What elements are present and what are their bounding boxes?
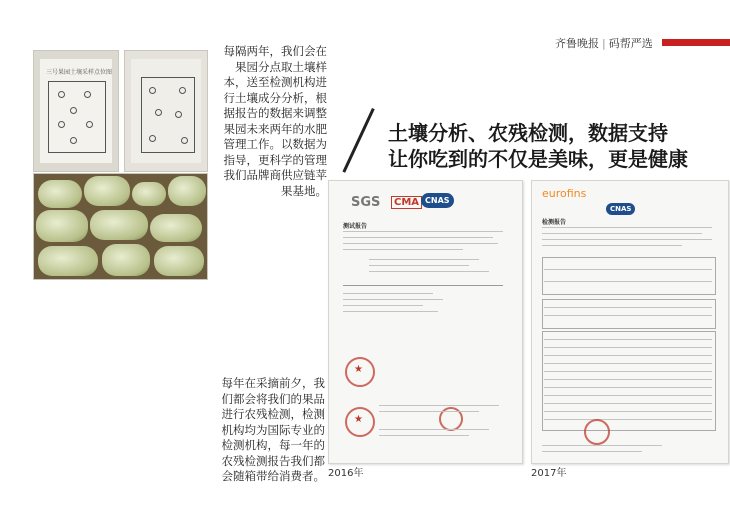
report-info-table bbox=[542, 257, 716, 295]
test-report-2017 bbox=[531, 180, 729, 464]
soil-sampling-paragraph: 每隔两年，我们会在果园分点取土壤样本，送至检测机构进行土壤成分分析，根据报告的数据来调整果园未来两年的水肥管理工作。以数据为指导，更科学的管理我们品牌商供应链苹果基地。 bbox=[223, 44, 327, 198]
sampling-sheet-title: 三号果园土壤采样点位图 bbox=[46, 69, 113, 76]
headline-line-1: 土壤分析、农残检测，数据支持 bbox=[388, 121, 668, 145]
sampling-sheet-photo bbox=[33, 50, 119, 172]
stamp-star-icon: ★ bbox=[354, 364, 363, 375]
cnas-logo: CNAS bbox=[421, 193, 454, 208]
section-name: 码帮严选 bbox=[608, 37, 653, 50]
residue-results-table bbox=[542, 331, 716, 431]
brand-header bbox=[555, 35, 653, 51]
report-year-2017: 2017年 bbox=[531, 468, 567, 479]
report-heading: 检测报告 bbox=[542, 219, 567, 226]
official-stamp bbox=[584, 419, 610, 445]
test-report-2016 bbox=[328, 180, 523, 464]
report-heading: 测试报告 bbox=[343, 223, 368, 230]
plot-outline bbox=[48, 81, 106, 153]
report-year-2016: 2016年 bbox=[328, 468, 364, 479]
publication-name: 齐鲁晚报 bbox=[555, 37, 599, 50]
sampling-map-photo bbox=[124, 50, 208, 172]
eurofins-logo: eurofins bbox=[542, 187, 587, 200]
brand-accent-bar bbox=[662, 39, 730, 46]
headline bbox=[388, 120, 688, 172]
cnas-logo: CNAS bbox=[606, 203, 635, 215]
soil-sample-bags-photo bbox=[33, 173, 208, 280]
headline-line-2: 让你吃到的不仅是美味，更是健康 bbox=[388, 147, 688, 171]
pesticide-testing-paragraph: 每年在采摘前夕，我们都会将我们的果品进行农残检测，检测机构均为国际专业的检测机构，每一年的农残检测报告我们都会随箱带给消费者。 bbox=[221, 376, 325, 483]
brand-separator: | bbox=[602, 37, 606, 50]
sgs-logo: SGS bbox=[351, 195, 381, 210]
headline-slash-decoration bbox=[342, 108, 374, 173]
cma-logo: CMA bbox=[391, 196, 422, 209]
stamp-star-icon: ★ bbox=[354, 414, 363, 425]
sample-info-table bbox=[542, 299, 716, 329]
